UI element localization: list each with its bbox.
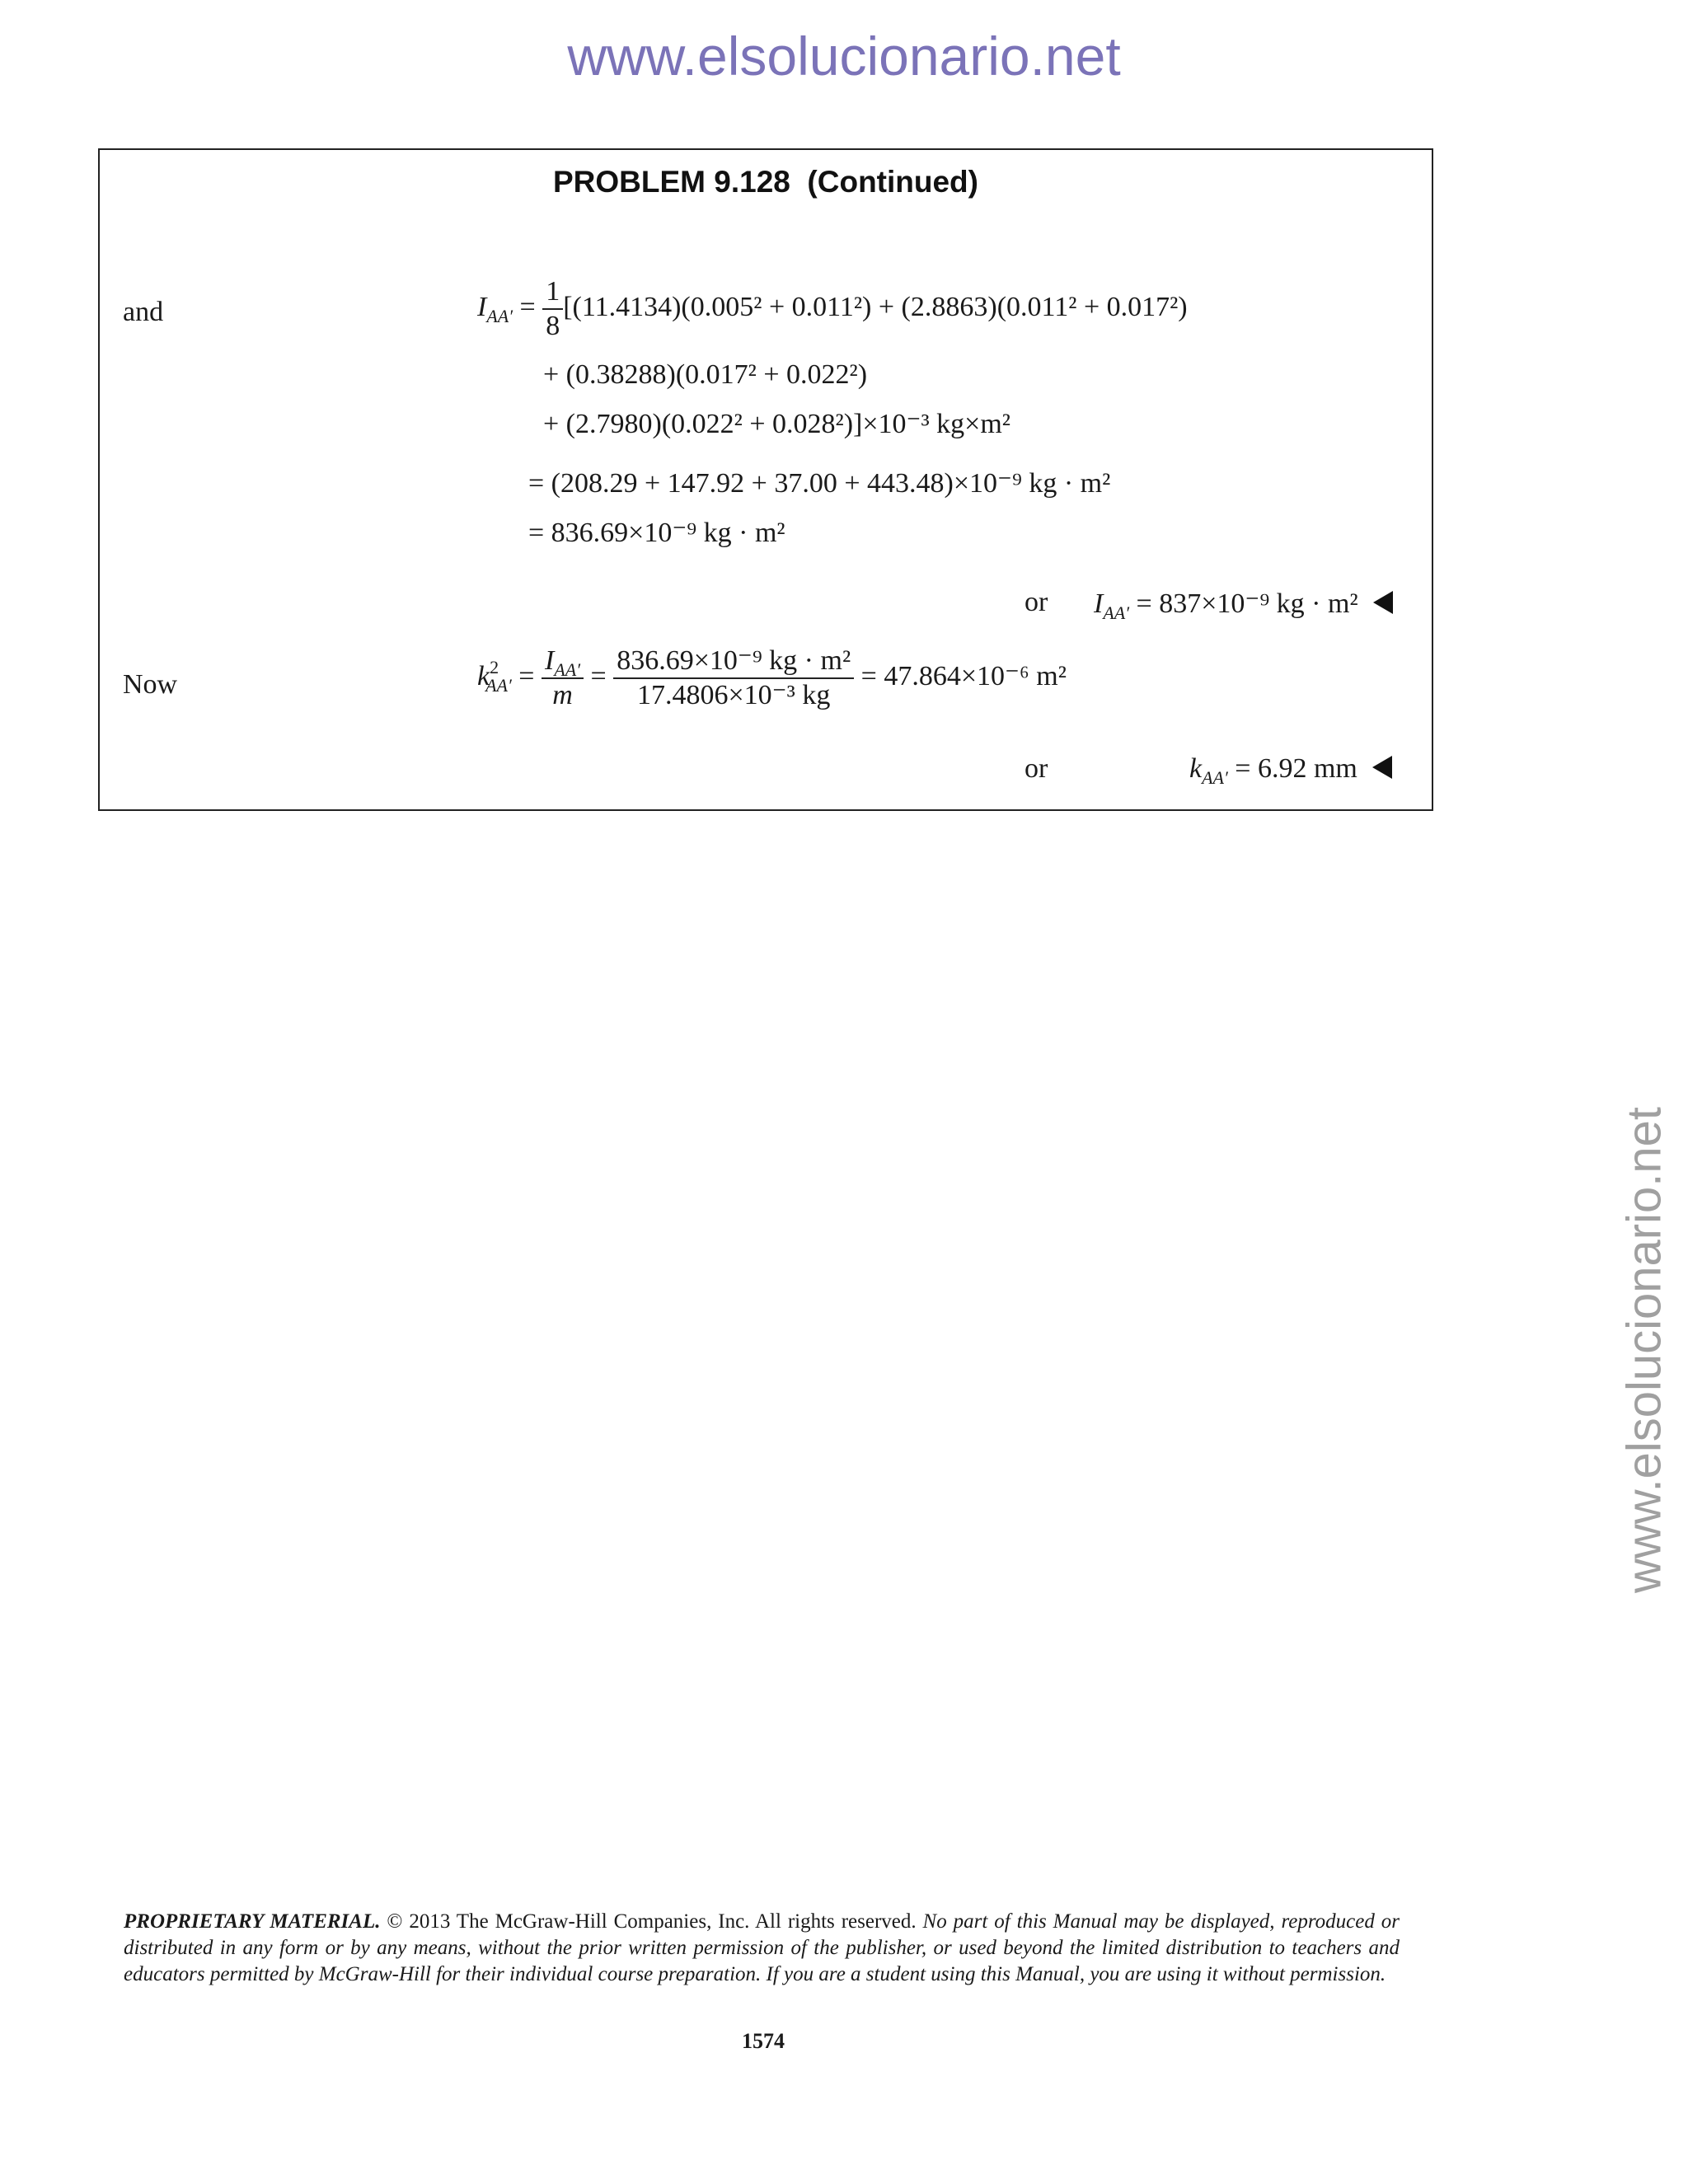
inertia-equation-line5: = 836.69×10⁻⁹ kg · m² (528, 518, 785, 548)
inertia-line1-expression: [(11.4134)(0.005² + 0.011²) + (2.8863)(0.011² + 0.017²) (563, 291, 1188, 322)
footer-notice: No part of this Manual may be displayed, reproduced or distributed in any form or by any means, without the prior written permission of the publisher, or used beyond the limited distribution to teachers and educators permitted by McGraw-Hill for their individual course preparation. If you are a student using this Manual, you are using it without permission. (124, 1910, 1400, 1985)
footer-lead: PROPRIETARY MATERIAL. (124, 1910, 381, 1933)
fraction-numerator: 836.69×10⁻⁹ kg · m² (617, 645, 851, 676)
footer-copyright: © 2013 The McGraw-Hill Companies, Inc. All rights reserved. (380, 1910, 917, 1933)
copyright-footer (124, 1909, 1400, 1988)
inertia-symbol: I (544, 645, 555, 676)
inertia-symbol: I (477, 291, 487, 322)
watermark-side: www.elsolucionario.net (1617, 1107, 1672, 1593)
radius-subscript: AA′ (485, 674, 512, 696)
problem-title: PROBLEM 9.128 (Continued) (553, 165, 978, 199)
fraction-denominator: 17.4806×10⁻³ kg (613, 677, 854, 712)
inertia-equation-line4: = (208.29 + 147.92 + 37.00 + 443.48)×10⁻⁹ kg · m² (528, 468, 1111, 499)
radius-answer-symbol: k (1189, 753, 1203, 784)
equals-sign: = (518, 660, 535, 691)
inertia-answer-symbol: I (1094, 588, 1104, 619)
radius-power: 2 (490, 656, 499, 677)
label-or-radius: or (1025, 753, 1048, 784)
radius-symbol: k (477, 660, 490, 691)
radius-answer (1189, 753, 1392, 788)
fraction-numerator (542, 644, 584, 680)
label-now: Now (123, 669, 178, 700)
inertia-equation-line1 (477, 275, 1188, 343)
label-or-inertia: or (1025, 587, 1048, 617)
equals-sign: = (519, 291, 536, 322)
watermark-top: www.elsolucionario.net (567, 26, 1121, 87)
radius-equation (477, 644, 1067, 712)
one-eighth-fraction (542, 275, 563, 343)
inertia-answer-subscript: AA′ (1103, 602, 1130, 623)
inertia-answer (1094, 587, 1393, 623)
radius-result: = 47.864×10⁻⁶ m² (860, 660, 1067, 691)
numeric-fraction (613, 644, 854, 712)
radius-answer-subscript: AA′ (1202, 767, 1228, 788)
label-and: and (123, 297, 164, 327)
inertia-equation-line2: + (0.38288)(0.017² + 0.022²) (543, 359, 868, 390)
page-number: 1574 (742, 2029, 785, 2053)
inertia-subscript: AA′ (554, 659, 581, 680)
equals-sign: = (590, 660, 607, 691)
inertia-equation-line3: + (2.7980)(0.022² + 0.028²)]×10⁻³ kg×m² (543, 409, 1010, 439)
fraction-numerator: 1 (546, 276, 560, 307)
answer-marker-icon (1373, 591, 1393, 614)
inertia-answer-value: = 837×10⁻⁹ kg · m² (1136, 588, 1358, 619)
fraction-denominator: 8 (542, 308, 563, 343)
radius-answer-value: = 6.92 mm (1235, 753, 1357, 784)
inertia-subscript: AA′ (486, 305, 513, 326)
inertia-over-mass-fraction (542, 644, 584, 712)
fraction-denominator (542, 677, 584, 712)
answer-marker-icon (1372, 756, 1392, 779)
problem-box (98, 148, 1433, 811)
mass-symbol: m (552, 680, 573, 710)
